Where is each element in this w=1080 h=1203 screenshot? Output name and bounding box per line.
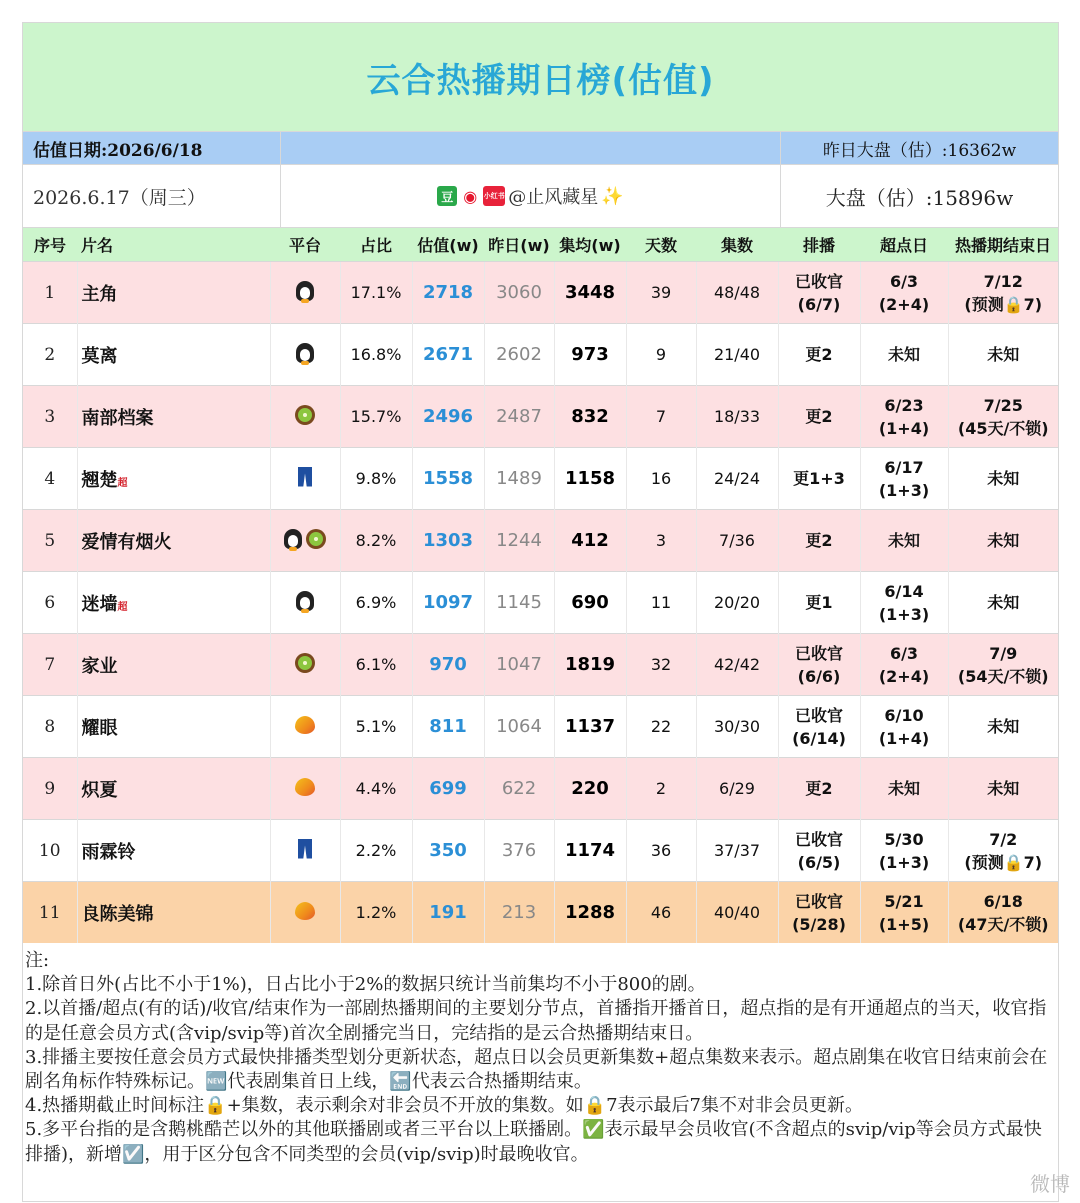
days-cell: 32 [626, 634, 696, 696]
col-header: 序号 [23, 228, 77, 262]
super-day-cell [860, 882, 948, 944]
end-line: 未知 [987, 345, 1020, 364]
end-line: 7/2 [989, 829, 1018, 849]
episodes-cell: 48/48 [696, 262, 778, 324]
table-row[interactable] [23, 386, 1058, 448]
kiwi-icon [306, 529, 326, 549]
yesterday-cell: 1145 [484, 572, 554, 634]
sched-line: 更2 [805, 531, 833, 550]
sched-line: 已收官 [794, 271, 843, 291]
episode-avg-cell: 1819 [554, 634, 626, 696]
end-cell [948, 448, 1058, 510]
market-estimate: 大盘（估）:15896w [825, 185, 1014, 210]
episodes-cell: 18/33 [696, 386, 778, 448]
kiwi-icon [295, 653, 315, 673]
days-cell: 36 [626, 820, 696, 882]
sched-cell [778, 572, 860, 634]
xiaohongshu-icon: 小红书 [483, 186, 505, 206]
end-cell [948, 262, 1058, 324]
super-day-cell [860, 696, 948, 758]
col-header: 估值(w) [412, 228, 484, 262]
super-day-line: (1+4) [878, 728, 930, 748]
share-cell: 8.2% [340, 510, 412, 572]
end-cell [948, 634, 1058, 696]
account-cell [281, 165, 781, 227]
ranking-table [23, 227, 1058, 943]
share-cell: 15.7% [340, 386, 412, 448]
table-row[interactable] [23, 510, 1058, 572]
estimate-cell: 191 [412, 882, 484, 944]
episode-avg-cell: 1137 [554, 696, 626, 758]
estimate-cell: 1097 [412, 572, 484, 634]
col-header: 片名 [77, 228, 270, 262]
sched-cell [778, 758, 860, 820]
days-cell: 2 [626, 758, 696, 820]
sched-line: 已收官 [794, 891, 843, 911]
sched-line: (6/14) [792, 728, 846, 748]
episodes-cell: 20/20 [696, 572, 778, 634]
table-row[interactable] [23, 572, 1058, 634]
end-line: (预测🔒7) [964, 294, 1043, 314]
yesterday-cell: 3060 [484, 262, 554, 324]
drama-title[interactable]: 雨霖铃 [81, 841, 136, 863]
days-cell: 22 [626, 696, 696, 758]
super-day-cell [860, 324, 948, 386]
episode-avg-cell: 412 [554, 510, 626, 572]
days-cell: 46 [626, 882, 696, 944]
end-cell [948, 572, 1058, 634]
sched-cell [778, 820, 860, 882]
sched-line: 更2 [805, 345, 833, 364]
col-header: 天数 [626, 228, 696, 262]
rank-cell: 1 [23, 262, 77, 324]
super-day-line: 6/14 [884, 581, 924, 601]
col-header: 超点日 [860, 228, 948, 262]
super-day-line: 未知 [887, 531, 920, 550]
super-badge: 超 [117, 477, 128, 489]
days-cell: 11 [626, 572, 696, 634]
super-day-line: (1+3) [878, 480, 930, 500]
super-day-line: 未知 [887, 345, 920, 364]
end-cell [948, 324, 1058, 386]
platform-cell [270, 572, 340, 634]
episodes-cell: 37/37 [696, 820, 778, 882]
super-day-line: (1+5) [878, 914, 930, 934]
sched-cell [778, 882, 860, 944]
end-cell [948, 820, 1058, 882]
end-line: (54天/不锁) [957, 666, 1049, 686]
share-cell: 1.2% [340, 882, 412, 944]
super-day-cell [860, 820, 948, 882]
title-cell [77, 820, 270, 882]
title-bar [23, 23, 1058, 131]
title-cell [77, 324, 270, 386]
rank-cell: 2 [23, 324, 77, 386]
table-body [23, 262, 1058, 944]
title-cell [77, 448, 270, 510]
notes-section [23, 943, 1058, 1201]
estimate-cell: 1558 [412, 448, 484, 510]
drama-title[interactable]: 良陈美锦 [81, 903, 154, 925]
super-badge: 超 [117, 601, 128, 613]
platform-cell [270, 882, 340, 944]
episode-avg-cell: 973 [554, 324, 626, 386]
sched-cell [778, 262, 860, 324]
super-day-line: 6/10 [884, 705, 924, 725]
info-row [23, 164, 1058, 227]
share-cell: 5.1% [340, 696, 412, 758]
notes-line: 5.多平台指的是含鹅桃酷芒以外的其他联播剧或者三平台以上联播剧。✅表示最早会员收官(不含超点的svip/vip等会员方式最快排播)，新增☑️，用于区分包含不同类型的会员(vip/svip)时最晚收官。 [25, 1119, 1042, 1165]
data-date: 2026.6.17（周三） [23, 165, 281, 227]
sched-line: (5/28) [792, 914, 846, 934]
drama-title[interactable]: 主角 [81, 283, 118, 305]
end-line: 未知 [987, 779, 1020, 798]
drama-title[interactable]: 家业 [81, 655, 118, 677]
sched-line: 已收官 [794, 643, 843, 663]
col-header: 排播 [778, 228, 860, 262]
episodes-cell: 30/30 [696, 696, 778, 758]
rank-cell: 3 [23, 386, 77, 448]
days-cell: 3 [626, 510, 696, 572]
table-row[interactable] [23, 634, 1058, 696]
share-cell: 4.4% [340, 758, 412, 820]
platform-cell [270, 758, 340, 820]
account-name[interactable]: @止风藏星 [508, 187, 599, 208]
sched-cell [778, 696, 860, 758]
yesterday-cell: 622 [484, 758, 554, 820]
end-line: 6/18 [983, 891, 1023, 911]
estimate-cell: 2671 [412, 324, 484, 386]
super-day-line: 6/17 [884, 457, 924, 477]
super-day-cell [860, 510, 948, 572]
super-day-line: (1+3) [878, 604, 930, 624]
sched-cell [778, 510, 860, 572]
sched-line: 更1 [805, 593, 833, 612]
estimate-cell: 811 [412, 696, 484, 758]
rank-cell: 10 [23, 820, 77, 882]
super-day-cell [860, 386, 948, 448]
col-header: 热播期结束日 [948, 228, 1058, 262]
super-day-cell [860, 448, 948, 510]
share-cell: 2.2% [340, 820, 412, 882]
sched-line: 更1+3 [793, 469, 845, 488]
drama-title[interactable]: 炽夏 [81, 779, 118, 801]
notes-line: 3.排播主要按任意会员方式最快排播类型划分更新状态，超点日以会员更新集数+超点集数来表示。超点剧集在收官日结束前会在剧名角标作特殊标记。🆕代表剧集首日上线，🔚代表云合热播期结束。 [25, 1046, 1048, 1093]
sched-cell [778, 386, 860, 448]
estimate-cell: 1303 [412, 510, 484, 572]
penguin-icon [296, 591, 314, 611]
episode-avg-cell: 1174 [554, 820, 626, 882]
kiwi-icon [295, 405, 315, 425]
end-cell [948, 386, 1058, 448]
sched-line: (6/7) [797, 294, 841, 314]
drama-title[interactable]: 爱情有烟火 [81, 531, 172, 553]
notes-line: 1.除首日外(占比不小于1%)，日占比小于2%的数据只统计当前集均不小于800的剧。 [25, 974, 706, 996]
yesterday-cell: 1489 [484, 448, 554, 510]
days-cell: 16 [626, 448, 696, 510]
end-line: (45天/不锁) [957, 418, 1049, 438]
table-row[interactable] [23, 262, 1058, 324]
date-row-spacer [281, 132, 781, 164]
penguin-icon [296, 281, 314, 301]
col-header: 集数 [696, 228, 778, 262]
date-row [23, 131, 1058, 164]
col-header: 占比 [340, 228, 412, 262]
episodes-cell: 40/40 [696, 882, 778, 944]
sched-line: 已收官 [794, 829, 843, 849]
episode-avg-cell: 220 [554, 758, 626, 820]
super-day-cell [860, 262, 948, 324]
title-cell [77, 262, 270, 324]
platform-cell [270, 448, 340, 510]
end-cell [948, 758, 1058, 820]
table-row[interactable] [23, 448, 1058, 510]
super-day-line: 5/30 [884, 829, 924, 849]
mango-icon [295, 902, 315, 920]
estimate-date: 估值日期:2026/6/18 [23, 132, 281, 164]
share-cell: 9.8% [340, 448, 412, 510]
share-cell: 16.8% [340, 324, 412, 386]
super-day-line: 6/23 [884, 395, 924, 415]
end-line: 未知 [987, 469, 1020, 488]
penguin-icon [284, 529, 302, 549]
yesterday-cell: 2487 [484, 386, 554, 448]
super-day-cell [860, 758, 948, 820]
notes-line: 2.以首播/超点(有的话)/收官/结束作为一部剧热播期间的主要划分节点，首播指开播首日，超点指的是有开通超点的当天，收官指的是任意会员方式(含vip/svip等)首次全剧播完当日，完结指的是云合热播期结束日。 [25, 998, 1047, 1044]
episodes-cell: 7/36 [696, 510, 778, 572]
end-line: (47天/不锁) [957, 914, 1049, 934]
col-header: 集均(w) [554, 228, 626, 262]
days-cell: 9 [626, 324, 696, 386]
estimate-cell: 970 [412, 634, 484, 696]
col-header: 昨日(w) [484, 228, 554, 262]
title-cell [77, 510, 270, 572]
end-line: 未知 [987, 717, 1020, 736]
end-line: (预测🔒7) [964, 852, 1043, 872]
episode-avg-cell: 832 [554, 386, 626, 448]
sched-line: 已收官 [794, 705, 843, 725]
super-day-line: 未知 [887, 779, 920, 798]
drama-title[interactable]: 翘楚 [81, 469, 118, 491]
days-cell: 39 [626, 262, 696, 324]
ranking-sheet [22, 22, 1059, 1202]
episode-avg-cell: 3448 [554, 262, 626, 324]
end-line: 7/12 [983, 271, 1023, 291]
title-cell [77, 634, 270, 696]
drama-title[interactable]: 迷墙 [81, 593, 118, 615]
share-cell: 6.9% [340, 572, 412, 634]
yesterday-cell: 1047 [484, 634, 554, 696]
super-day-line: (2+4) [878, 294, 930, 314]
rank-cell: 4 [23, 448, 77, 510]
douban-icon: 豆 [437, 186, 457, 206]
super-day-line: (1+3) [878, 852, 930, 872]
platform-cell [270, 510, 340, 572]
episode-avg-cell: 690 [554, 572, 626, 634]
episodes-cell: 6/29 [696, 758, 778, 820]
title-cell [77, 386, 270, 448]
super-day-line: (1+4) [878, 418, 930, 438]
yesterday-cell: 213 [484, 882, 554, 944]
table-row[interactable] [23, 882, 1058, 944]
title-cell [77, 572, 270, 634]
yesterday-cell: 2602 [484, 324, 554, 386]
end-line: 7/25 [983, 395, 1023, 415]
platform-cell [270, 820, 340, 882]
rank-cell: 11 [23, 882, 77, 944]
rank-cell: 5 [23, 510, 77, 572]
sched-line: (6/6) [797, 666, 841, 686]
title-cell [77, 882, 270, 944]
notes-line: 4.热播期截止时间标注🔒+集数，表示剩余对非会员不开放的集数。如🔒7表示最后7集不对非会员更新。 [25, 1095, 863, 1117]
rank-cell: 8 [23, 696, 77, 758]
rank-cell: 9 [23, 758, 77, 820]
days-cell: 7 [626, 386, 696, 448]
end-cell [948, 696, 1058, 758]
watermark: 微博 [1030, 1172, 1070, 1196]
platform-cell [270, 324, 340, 386]
sched-line: 更2 [805, 779, 833, 798]
episode-avg-cell: 1158 [554, 448, 626, 510]
platform-cell [270, 696, 340, 758]
title-cell [77, 758, 270, 820]
sched-cell [778, 634, 860, 696]
end-cell [948, 510, 1058, 572]
table-row[interactable] [23, 324, 1058, 386]
sparkle-icon: ✨ [601, 185, 624, 207]
drama-title[interactable]: 莫离 [81, 345, 118, 367]
mango-icon [295, 778, 315, 796]
yesterday-cell: 376 [484, 820, 554, 882]
sched-line: 更2 [805, 407, 833, 426]
penguin-icon [296, 343, 314, 363]
yesterday-cell: 1244 [484, 510, 554, 572]
weibo-icon: ◉ [460, 186, 480, 206]
estimate-cell: 2718 [412, 262, 484, 324]
col-header: 平台 [270, 228, 340, 262]
episode-avg-cell: 1288 [554, 882, 626, 944]
table-row[interactable] [23, 696, 1058, 758]
jeans-icon [298, 467, 312, 487]
yesterday-cell: 1064 [484, 696, 554, 758]
super-day-cell [860, 572, 948, 634]
sched-cell [778, 324, 860, 386]
end-line: 未知 [987, 531, 1020, 550]
drama-title[interactable]: 耀眼 [81, 717, 118, 739]
end-line: 7/9 [989, 643, 1018, 663]
super-day-line: 5/21 [884, 891, 924, 911]
estimate-cell: 2496 [412, 386, 484, 448]
super-day-line: (2+4) [878, 666, 930, 686]
table-row[interactable] [23, 758, 1058, 820]
super-day-cell [860, 634, 948, 696]
table-header-row [23, 228, 1058, 262]
sched-line: (6/5) [797, 852, 841, 872]
jeans-icon [298, 839, 312, 859]
end-cell [948, 882, 1058, 944]
episodes-cell: 21/40 [696, 324, 778, 386]
estimate-cell: 699 [412, 758, 484, 820]
rank-cell: 6 [23, 572, 77, 634]
episodes-cell: 24/24 [696, 448, 778, 510]
yesterday-market: 昨日大盘（估）:16362w [822, 140, 1017, 161]
estimate-cell: 350 [412, 820, 484, 882]
page-title: 云合热播期日榜(估值) [366, 60, 715, 101]
drama-title[interactable]: 南部档案 [81, 407, 154, 429]
share-cell: 17.1% [340, 262, 412, 324]
notes-line: 注: [25, 950, 50, 971]
platform-cell [270, 386, 340, 448]
super-day-line: 6/3 [889, 271, 919, 291]
share-cell: 6.1% [340, 634, 412, 696]
sched-cell [778, 448, 860, 510]
super-day-line: 6/3 [889, 643, 919, 663]
end-line: 未知 [987, 593, 1020, 612]
platform-cell [270, 262, 340, 324]
rank-cell: 7 [23, 634, 77, 696]
title-cell [77, 696, 270, 758]
episodes-cell: 42/42 [696, 634, 778, 696]
mango-icon [295, 716, 315, 734]
platform-cell [270, 634, 340, 696]
table-row[interactable] [23, 820, 1058, 882]
